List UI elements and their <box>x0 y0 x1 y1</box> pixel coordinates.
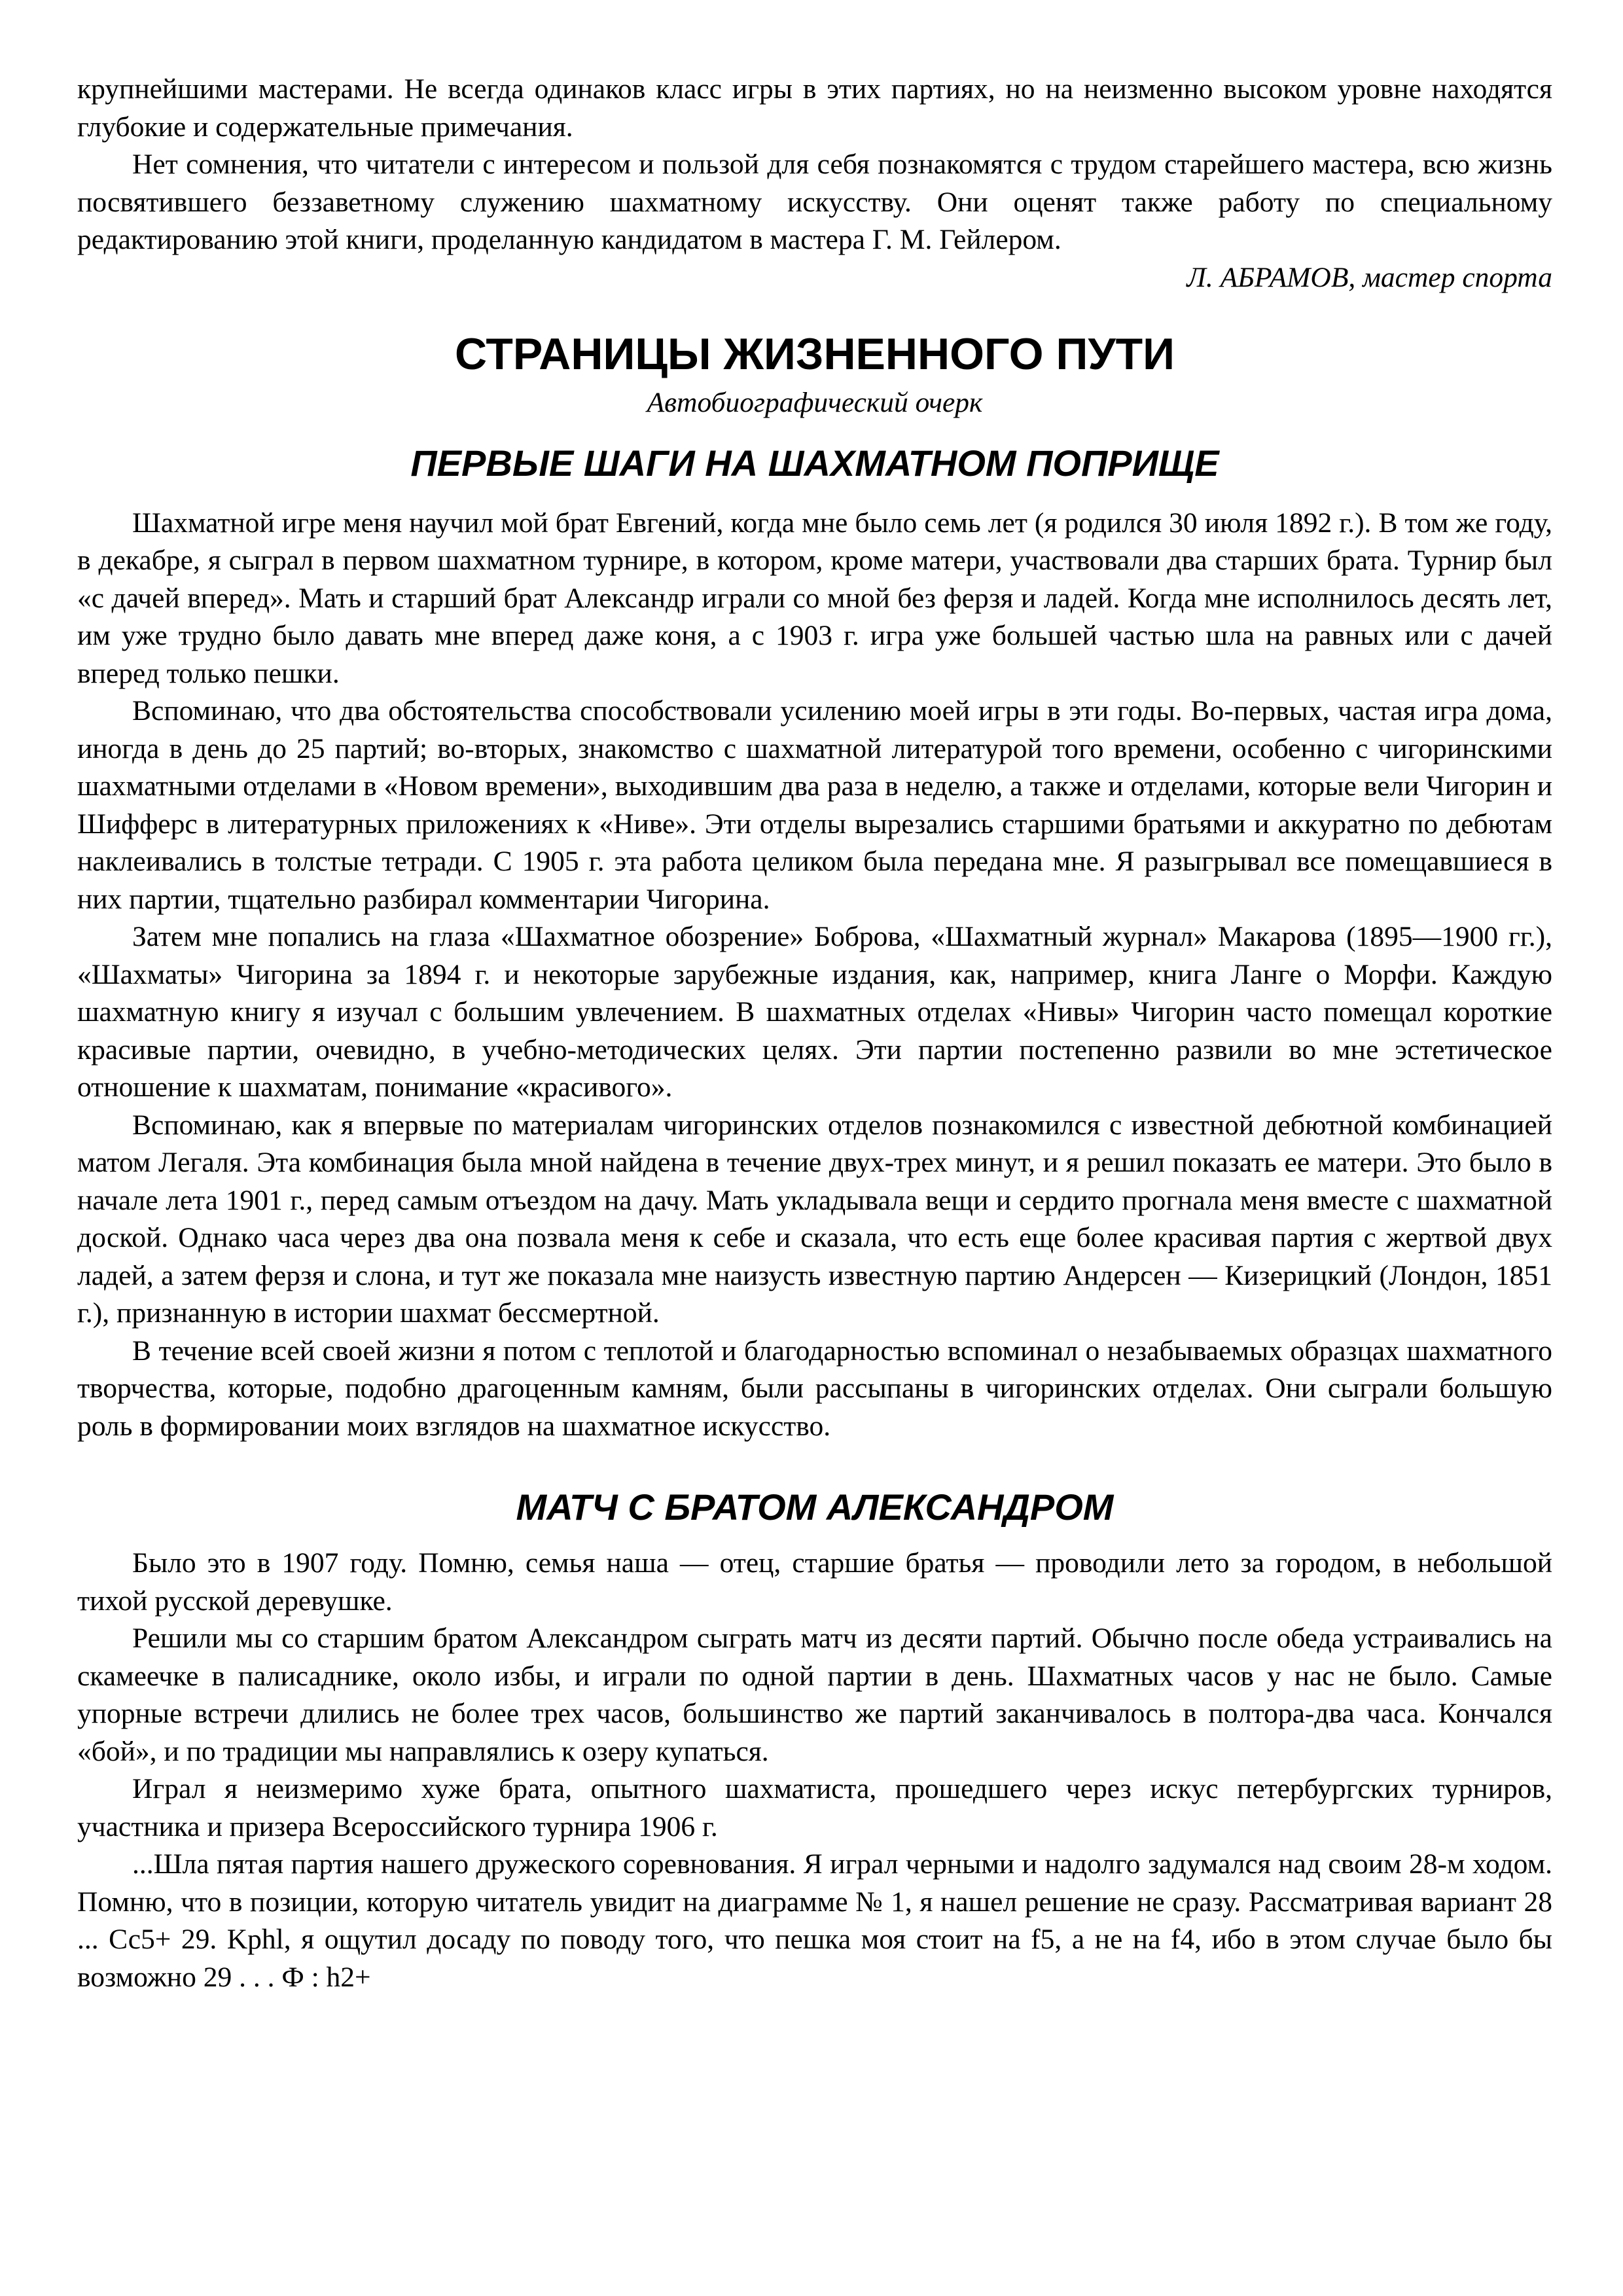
section-1-paragraph-5: В течение всей своей жизни я потом с теплотой и благодарностью вспоминал о незабываемых образцах шахматного творчества, которые, подобно драгоценным камням, были рассыпаны в чигоринских отделах. Они сыграли большую роль в формировании моих взглядов на шахматное искусство. <box>77 1335 1552 1442</box>
section-2-paragraph-3: Играл я неизмеримо хуже брата, опытного шахматиста, прошедшего через искус петербургских турниров, участника и призера Всероссийского турнира 1906 г. <box>77 1773 1552 1842</box>
signature: Л. АБРАМОВ, мастер спорта <box>1186 261 1552 293</box>
intro-paragraph-1: крупнейшими мастерами. Не всегда одинаков класс игры в этих партиях, но на неизменно высоком уровне находятся глубокие и содержательные примечания. <box>77 73 1552 143</box>
section-1-paragraph-4: Вспоминаю, как я впервые по материалам чигоринских отделов познакомился с известной дебютной комбинацией матом Легаля. Эта комбинация была мной найдена в течение двух-трех минут, и я решил показать ее матери. Это было в начале лета 1901 г., перед самым отъездом на дачу. Мать укладывала вещи и сердито прогнала меня вместе с шахматной доской. Однако часа через два она позвала меня к себе и сказала, что есть еще более красивая партия с жертвой двух ладей, а затем ферзя и слона, и тут же показала мне наизусть известную партию Андерсен — Кизерицкий (Лондон, 1851 г.), признанную в истории шахмат бессмертной. <box>77 1109 1552 1329</box>
section-2-paragraph-1: Было это в 1907 году. Помню, семья наша — отец, старшие братья — проводили лето за городом, в небольшой тихой русской деревушке. <box>77 1547 1552 1617</box>
section-2-paragraph-2: Решили мы со старшим братом Александром сыграть матч из десяти партий. Обычно после обеда устраивались на скамеечке в палисаднике, около избы, и играли по одной партии в день. Шахматных часов у нас не было. Самые упорные встречи длились не более трех часов, большинство же партий заканчивалось в полтора-два часа. Кончался «бой», и по традиции мы направлялись к озеру купаться. <box>77 1623 1552 1767</box>
page-subtitle: Автобиографический очерк <box>647 387 983 418</box>
page-title: СТРАНИЦЫ ЖИЗНЕННОГО ПУТИ <box>454 329 1175 379</box>
intro-paragraph-2: Нет сомнения, что читатели с интересом и пользой для себя познакомятся с трудом старейшего мастера, всю жизнь посвятившего беззаветному служению шахматному искусству. Они оценят также работу по специальному редактированию этой книги, проделанную кандидатом в мастера Г. М. Гейлером. <box>77 149 1552 255</box>
section-2-heading: МАТЧ С БРАТОМ АЛЕКСАНДРОМ <box>516 1486 1114 1528</box>
section-1-paragraph-3: Затем мне попались на глаза «Шахматное обозрение» Боброва, «Шахматный журнал» Макарова (1895—1900 гг.), «Шахматы» Чигорина за 1894 г. и некоторые зарубежные издания, как, например, книга Ланге о Морфи. Каждую шахматную книгу я изучал с большим увлечением. В шахматных отделах «Нивы» Чигорин часто помещал короткие красивые партии, очевидно, в учебно-методических целях. Эти партии постепенно развили во мне эстетическое отношение к шахматам, понимание «красивого». <box>77 921 1552 1103</box>
section-1-paragraph-2: Вспоминаю, что два обстоятельства способствовали усилению моей игры в эти годы. Во-первых, частая игра дома, иногда в день до 25 партий; во-вторых, знакомство с шахматной литературой того времени, особенно с чигоринскими шахматными отделами в «Новом времени», выходившим два раза в неделю, а также и отделами, которые вели Чигорин и Шифферс в литературных приложениях к «Ниве». Эти отделы вырезались старшими братьями и аккуратно по дебютам наклеивались в толстые тетради. С 1905 г. эта работа целиком была передана мне. Я разыгрывал все помещавшиеся в них партии, тщательно разбирал комментарии Чигорина. <box>77 695 1552 915</box>
document-page <box>77 71 1552 1996</box>
section-2-paragraph-4: ...Шла пятая партия нашего дружеского соревнования. Я играл черными и надолго задумался над своим 28-м ходом. Помню, что в позиции, которую читатель увидит на диаграмме № 1, я нашел решение не сразу. Рассматривая вариант 28 ... Сс5+ 29. Kphl, я ощутил досаду по поводу того, что пешка моя стоит на f5, а не на f4, ибо в этом случае было бы возможно 29 . . . Ф : h2+ <box>77 1848 1552 1993</box>
section-1-heading: ПЕРВЫЕ ШАГИ НА ШАХМАТНОМ ПОПРИЩЕ <box>410 442 1219 484</box>
section-1-paragraph-1: Шахматной игре меня научил мой брат Евгений, когда мне было семь лет (я родился 30 июля 1892 г.). В том же году, в декабре, я сыграл в первом шахматном турнире, в котором, кроме матери, участвовали два старших брата. Турнир был «с дачей вперед». Мать и старший брат Александр играли со мной без ферзя и ладей. Когда мне исполнилось десять лет, им уже трудно было давать мне вперед даже коня, а с 1903 г. игра уже большей частью шла на равных или с дачей вперед только пешки. <box>77 507 1552 689</box>
